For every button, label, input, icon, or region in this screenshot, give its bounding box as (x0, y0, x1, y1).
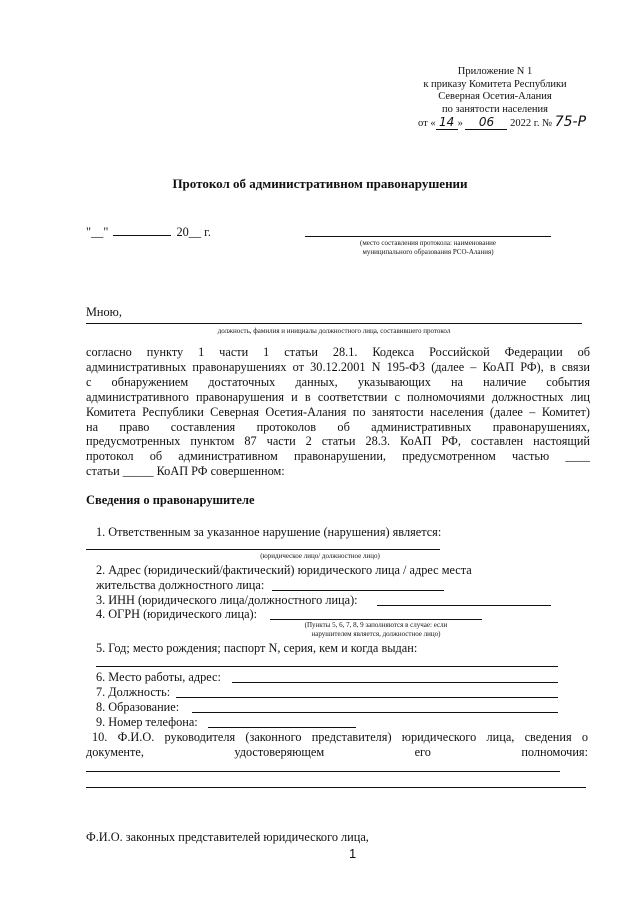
item-6-label: 6. Место работы, адрес: (96, 670, 221, 684)
item-9-line[interactable] (208, 727, 356, 728)
body-line: с обнаружением достаточных данных, указывающих на наличие события (86, 374, 590, 389)
date-mid: » (457, 118, 463, 129)
date-prefix: от « (418, 118, 436, 129)
header-line-1: Приложение N 1 (457, 66, 533, 77)
order-number-handwritten: 75-Р (554, 114, 587, 130)
protocol-date (86, 225, 211, 240)
item-9-label: 9. Номер телефона: (96, 715, 198, 729)
body-line: предусмотренных пунктом 87 части 2 статьи 28.3. КоАП РФ, составлен настоящий (86, 434, 590, 449)
item-10-label-cont: документе, удостоверяющем его полномочия: (86, 745, 588, 759)
item-10-line-2[interactable] (86, 787, 586, 788)
item-4-line[interactable] (270, 619, 482, 620)
date-quote: "__" (86, 225, 109, 239)
body-line: протокол об административном правонарушении, предусмотренном частью ____ (86, 449, 590, 464)
body-line: административных правонарушениях от 30.12.2001 N 195-ФЗ (далее – КоАП РФ), в связи (86, 359, 590, 374)
date-year-field: 20__ г. (176, 225, 211, 239)
item-5-line[interactable] (96, 666, 558, 667)
item-1-label: 1. Ответственным за указанное нарушение (нарушения) является: (96, 525, 442, 539)
place-caption-1: (место составления протокола: наименование (360, 239, 496, 247)
item-5-label: 5. Год; место рождения; паспорт N, серия, кем и когда выдан: (96, 641, 418, 655)
item-4-caption-1: (Пункты 5, 6, 7, 8, 9 заполняются в случае: если (304, 621, 448, 629)
legal-representatives-label: Ф.И.О. законных представителей юридического лица, (86, 830, 369, 844)
item-3-line[interactable] (377, 605, 551, 606)
item-2-line[interactable] (272, 590, 444, 591)
item-7-label: 7. Должность: (96, 685, 171, 699)
mnoyu-label: Мною, (86, 305, 122, 319)
header-line-2: к приказу Комитета Республики (423, 78, 567, 90)
date-day-handwritten: 14 (436, 116, 458, 130)
item-3-label: 3. ИНН (юридического лица/должностного лица): (96, 593, 358, 607)
document-title: Протокол об административном правонарушении (172, 176, 468, 191)
header-line-3: Северная Осетия-Алания (438, 91, 552, 102)
place-line (305, 236, 551, 237)
item-1-line[interactable] (86, 549, 440, 550)
item-10-line-1[interactable] (86, 771, 560, 772)
item-1-caption: (юридическое лицо/ должностное лицо) (260, 552, 380, 560)
date-year: 2022 г. № (510, 118, 553, 129)
page-number: 1 (349, 846, 357, 861)
item-4-caption-2: нарушителем является, должностное лицо) (311, 630, 441, 638)
place-caption (305, 239, 551, 257)
item-10-label: 10. Ф.И.О. руководителя (законного представителя) юридического лица, сведения о (92, 730, 588, 744)
item-4-label: 4. ОГРН (юридического лица): (96, 607, 258, 621)
header-date-line (400, 116, 590, 131)
item-6-line[interactable] (232, 682, 558, 683)
item-7-line[interactable] (176, 697, 558, 698)
section-title: Сведения о правонарушителе (86, 493, 255, 507)
body-line: на право составления протоколов об административных правонарушениях, (86, 419, 590, 434)
body-line: административного правонарушения и в соответствии с полномочиями должностных лиц (86, 389, 590, 404)
place-caption-2: муниципального образования РСО-Алания) (362, 248, 494, 256)
approval-header (400, 66, 590, 131)
date-month-handwritten: 06 (465, 116, 507, 130)
item-2-label: 2. Адрес (юридический/фактический) юридического лица / адрес места (96, 563, 472, 577)
body-paragraph (86, 345, 590, 479)
official-caption: должность, фамилия и инициалы должностного лица, составившего протокол (217, 327, 451, 335)
item-2-label-cont: жительства должностного лица: (96, 578, 265, 592)
body-line: статьи _____ КоАП РФ совершенном: (86, 464, 285, 479)
item-8-line[interactable] (192, 712, 558, 713)
item-8-label: 8. Образование: (96, 700, 180, 714)
item-4-caption (270, 621, 482, 639)
body-line: Комитета Республики Северная Осетия-Алания по занятости населения (далее – Комитет) (86, 404, 590, 419)
body-line: согласно пункту 1 части 1 статьи 28.1. Кодекса Российской Федерации об (86, 345, 590, 359)
official-line (86, 323, 582, 324)
header-line-4: по занятости населения (442, 103, 548, 115)
